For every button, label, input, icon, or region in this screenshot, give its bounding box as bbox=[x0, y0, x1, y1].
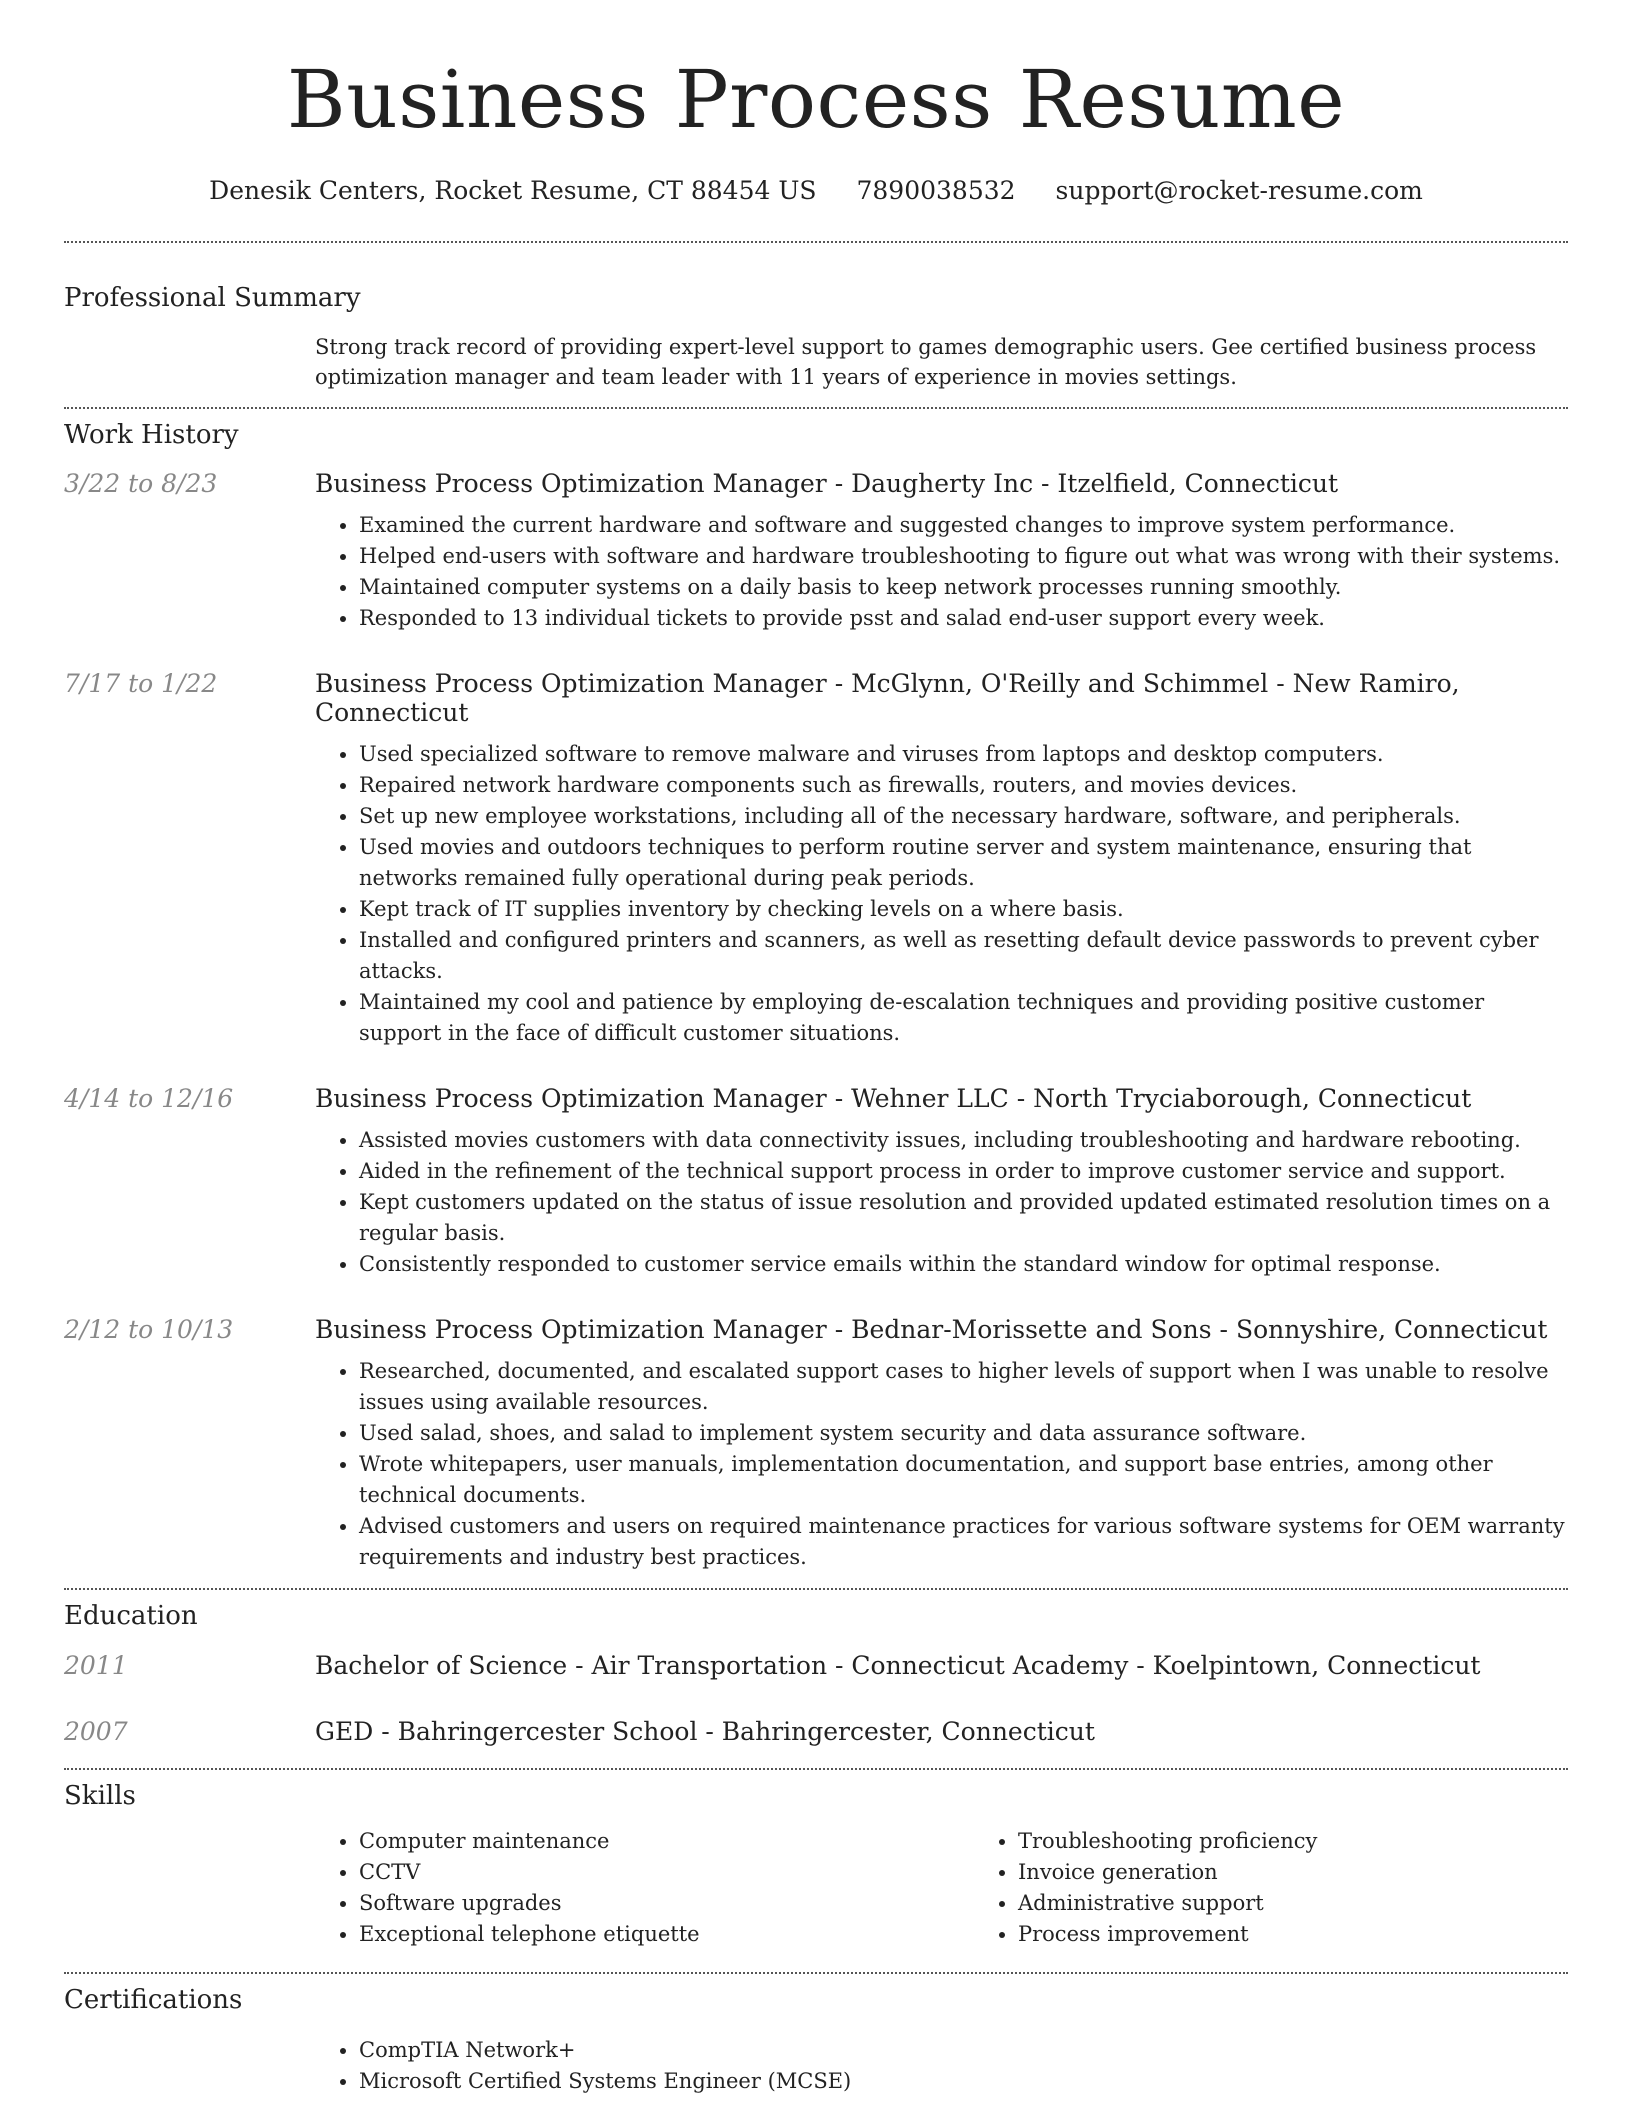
job-bullets bbox=[315, 739, 1568, 1049]
job-title: Business Process Optimization Manager - McGlynn, O'Reilly and Schimmel - New Ramiro, Connecticut bbox=[315, 669, 1460, 727]
list-item: • Helped end-users with software and hardware troubleshooting to figure out what was wrong with their systems. bbox=[359, 541, 1568, 572]
divider bbox=[64, 241, 1568, 243]
list-item: • Software upgrades bbox=[359, 1888, 974, 1919]
contact-address: Denesik Centers, Rocket Resume, CT 88454 US bbox=[209, 176, 817, 205]
education-year: 2011 bbox=[64, 1651, 128, 1680]
job-dates: 2/12 to 10/13 bbox=[64, 1315, 234, 1344]
divider bbox=[64, 1768, 1568, 1770]
job-dates: 4/14 to 12/16 bbox=[64, 1084, 234, 1113]
certifications-list bbox=[315, 2035, 1568, 2097]
summary-heading: Professional Summary bbox=[64, 283, 361, 313]
job-bullets bbox=[315, 510, 1568, 634]
list-item: • Installed and configured printers and scanners, as well as resetting default device passwords to prevent cyber attacks. bbox=[359, 925, 1568, 987]
list-item: • Computer maintenance bbox=[359, 1826, 974, 1857]
skills-section bbox=[64, 1781, 1568, 1950]
resume-title: Business Process Resume bbox=[286, 53, 1346, 146]
education-text: Bachelor of Science - Air Transportation - Connecticut Academy - Koelpintown, Connecticut bbox=[315, 1651, 1481, 1680]
job-dates: 3/22 to 8/23 bbox=[64, 469, 218, 498]
job-title: Business Process Optimization Manager - Wehner LLC - North Tryciaborough, Connecticut bbox=[315, 1084, 1472, 1113]
education-entry bbox=[64, 1651, 1568, 1680]
certifications-section bbox=[64, 1985, 1568, 2097]
list-item: • Kept track of IT supplies inventory by checking levels on a where basis. bbox=[359, 894, 1568, 925]
list-item: • Wrote whitepapers, user manuals, implementation documentation, and support base entries, among other technical documents. bbox=[359, 1449, 1568, 1511]
contact-email: support@rocket-resume.com bbox=[1055, 176, 1423, 205]
job-entry bbox=[64, 1315, 1568, 1573]
work-heading: Work History bbox=[64, 420, 239, 450]
job-bullets bbox=[315, 1125, 1568, 1280]
list-item: • Invoice generation bbox=[1018, 1857, 1632, 1888]
education-year: 2007 bbox=[64, 1717, 128, 1746]
skills-heading: Skills bbox=[64, 1781, 136, 1811]
list-item: • CCTV bbox=[359, 1857, 974, 1888]
list-item: • Advised customers and users on required maintenance practices for various software systems for OEM warranty requirements and industry best practices. bbox=[359, 1511, 1568, 1573]
skills-list-right bbox=[974, 1826, 1632, 1950]
list-item: • Repaired network hardware components such as firewalls, routers, and movies devices. bbox=[359, 770, 1568, 801]
list-item: • Examined the current hardware and software and suggested changes to improve system performance. bbox=[359, 510, 1568, 541]
job-entry bbox=[64, 669, 1568, 1049]
list-item: • Set up new employee workstations, including all of the necessary hardware, software, and peripherals. bbox=[359, 801, 1568, 832]
job-entry bbox=[64, 1084, 1568, 1280]
list-item: • Used specialized software to remove malware and viruses from laptops and desktop computers. bbox=[359, 739, 1568, 770]
education-section bbox=[64, 1601, 1568, 1746]
job-bullets bbox=[315, 1356, 1568, 1573]
divider bbox=[64, 1588, 1568, 1590]
contact-phone: 7890038532 bbox=[856, 176, 1016, 205]
certifications-spacer bbox=[64, 2035, 315, 2097]
list-item: • Maintained my cool and patience by employing de-escalation techniques and providing positive customer support in the face of difficult customer situations. bbox=[359, 987, 1568, 1049]
divider bbox=[64, 407, 1568, 409]
list-item: • Process improvement bbox=[1018, 1919, 1632, 1950]
job-title: Business Process Optimization Manager - Bednar-Morissette and Sons - Sonnyshire, Connecticut bbox=[315, 1315, 1548, 1344]
list-item: • Kept customers updated on the status of issue resolution and provided updated estimated resolution times on a regular basis. bbox=[359, 1187, 1568, 1249]
list-item: • Troubleshooting proficiency bbox=[1018, 1826, 1632, 1857]
job-entry bbox=[64, 469, 1568, 634]
divider bbox=[64, 1972, 1568, 1974]
list-item: • Exceptional telephone etiquette bbox=[359, 1919, 974, 1950]
work-section bbox=[64, 420, 1568, 1573]
summary-spacer bbox=[64, 332, 315, 392]
job-title: Business Process Optimization Manager - Daugherty Inc - Itzelfield, Connecticut bbox=[315, 469, 1339, 498]
list-item: • Researched, documented, and escalated support cases to higher levels of support when I was unable to resolve issues using available resources. bbox=[359, 1356, 1568, 1418]
list-item: • Used movies and outdoors techniques to perform routine server and system maintenance, ensuring that networks remained fully operational during peak periods. bbox=[359, 832, 1568, 894]
list-item: • Aided in the refinement of the technical support process in order to improve customer service and support. bbox=[359, 1156, 1568, 1187]
list-item: • Maintained computer systems on a daily basis to keep network processes running smoothly. bbox=[359, 572, 1568, 603]
job-dates: 7/17 to 1/22 bbox=[64, 669, 218, 698]
education-entry bbox=[64, 1717, 1568, 1746]
certifications-heading: Certifications bbox=[64, 1985, 243, 2015]
list-item: • Administrative support bbox=[1018, 1888, 1632, 1919]
list-item: • Consistently responded to customer service emails within the standard window for optimal response. bbox=[359, 1249, 1568, 1280]
list-item: • Used salad, shoes, and salad to implement system security and data assurance software. bbox=[359, 1418, 1568, 1449]
contact-line bbox=[64, 174, 1568, 208]
list-item: • Assisted movies customers with data connectivity issues, including troubleshooting and hardware rebooting. bbox=[359, 1125, 1568, 1156]
summary-text: Strong track record of providing expert-level support to games demographic users. Gee certified business process optimization manager and team leader with 11 years of experience in movies settings. bbox=[315, 335, 1537, 389]
skills-list-left bbox=[315, 1826, 974, 1950]
skills-spacer bbox=[64, 1826, 315, 1950]
list-item: • Microsoft Certified Systems Engineer (MCSE) bbox=[359, 2066, 1568, 2097]
summary-section bbox=[64, 283, 1568, 392]
list-item: • Responded to 13 individual tickets to provide psst and salad end-user support every week. bbox=[359, 603, 1568, 634]
education-text: GED - Bahringercester School - Bahringercester, Connecticut bbox=[315, 1717, 1095, 1746]
list-item: • CompTIA Network+ bbox=[359, 2035, 1568, 2066]
education-heading: Education bbox=[64, 1601, 198, 1631]
